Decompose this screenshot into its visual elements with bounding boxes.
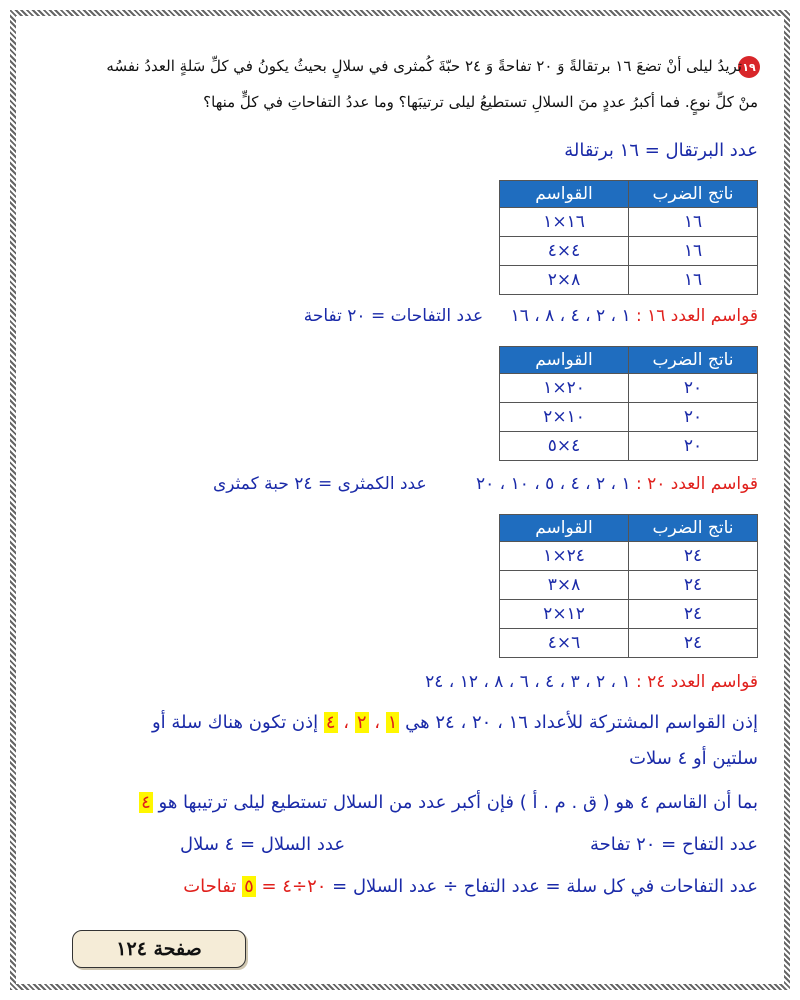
table-row: ٢٠ ١٠×٢ (500, 403, 758, 432)
factors-16-label: قواسم العدد ١٦ : (635, 306, 758, 326)
common-factors-line-2: سلتين أو ٤ سلات (629, 748, 758, 769)
header-product: ناتج الضرب (629, 347, 758, 374)
per-basket-expression: ٢٠÷٤ = (261, 876, 327, 897)
problem-number-badge: ١٩ (738, 56, 760, 78)
common-factor-1: ١ (387, 712, 398, 733)
table-row: ٢٤ ١٢×٢ (500, 600, 758, 629)
gcf-line: بما أن القاسم ٤ هو ( ق . م . أ ) فإن أكبر عدد من السلال تستطيع ليلى ترتيبها هو ٤ (141, 792, 758, 813)
table-row: ٢٤ ٢٤×١ (500, 542, 758, 571)
factors-24-label: قواسم العدد ٢٤ : (635, 672, 758, 692)
common-factors-line: إذن القواسم المشتركة للأعداد ١٦ ، ٢٠ ، ٢٤ هي ١ ، ٢ ، ٤ إذن تكون هناك سلة أو (151, 712, 758, 733)
header-product: ناتج الضرب (629, 181, 758, 208)
table-row: ٢٠ ٢٠×١ (500, 374, 758, 403)
factor-table-16 (499, 180, 758, 295)
common-factor-4: ٤ (325, 712, 336, 733)
gcf-value: ٤ (141, 792, 151, 813)
problem-text-line-2: منْ كلِّ نوعٍ. فما أكبرُ عددٍ منَ السلالِ تستطيعُ ليلى ترتيبَها؟ وما عددُ التفاحاتِ في كلٍّ منها؟ (203, 93, 758, 111)
factors-20-line (213, 474, 758, 494)
factors-20-label: قواسم العدد ٢٠ : (635, 474, 758, 494)
header-product: ناتج الضرب (629, 515, 758, 542)
pears-count: عدد الكمثرى = ٢٤ حبة كمثرى (212, 474, 427, 494)
orange-count: عدد البرتقال = ١٦ برتقالة (564, 140, 758, 161)
header-factors: القواسم (500, 515, 629, 542)
factors-20-values: ١ ، ٢ ، ٤ ، ٥ ، ١٠ ، ٢٠ (476, 474, 631, 494)
per-basket-result: ٥ (244, 876, 254, 897)
table-row: ٢٠ ٤×٥ (500, 432, 758, 461)
factor-table-20 (499, 346, 758, 461)
header-factors: القواسم (500, 347, 629, 374)
apples-count: عدد التفاحات = ٢٠ تفاحة (303, 306, 484, 326)
table-row: ١٦ ٨×٢ (500, 266, 758, 295)
problem-text-line-1: تريدُ ليلى أنْ تضعَ ١٦ برتقالةً وَ ٢٠ تفاحةً وَ ٢٤ حبّةَ كُمثرى في سلالٍ بحيثُ يكونُ في كلِّ سَلةٍ العددُ نفسُه (106, 57, 742, 75)
factor-table-24 (499, 514, 758, 658)
table-row: ١٦ ١٦×١ (500, 208, 758, 237)
table-row: ٢٤ ٦×٤ (500, 629, 758, 658)
table-row: ٢٤ ٨×٣ (500, 571, 758, 600)
apples-total: عدد التفاح = ٢٠ تفاحة (589, 834, 758, 855)
per-basket-line: عدد التفاحات في كل سلة = عدد التفاح ÷ عدد السلال = ٢٠÷٤ = ٥ تفاحات (183, 876, 758, 897)
factors-24-values: ١ ، ٢ ، ٣ ، ٤ ، ٦ ، ٨ ، ١٢ ، ٢٤ (425, 672, 631, 692)
factors-16-values: ١ ، ٢ ، ٤ ، ٨ ، ١٦ (510, 306, 631, 326)
factors-24-line (425, 672, 758, 692)
factors-16-line (304, 306, 758, 326)
page-number-label: صفحة ١٢٤ (72, 930, 246, 968)
baskets-total: عدد السلال = ٤ سلال (180, 834, 346, 855)
header-factors: القواسم (500, 181, 629, 208)
common-factor-2: ٢ (356, 712, 367, 733)
table-row: ١٦ ٤×٤ (500, 237, 758, 266)
